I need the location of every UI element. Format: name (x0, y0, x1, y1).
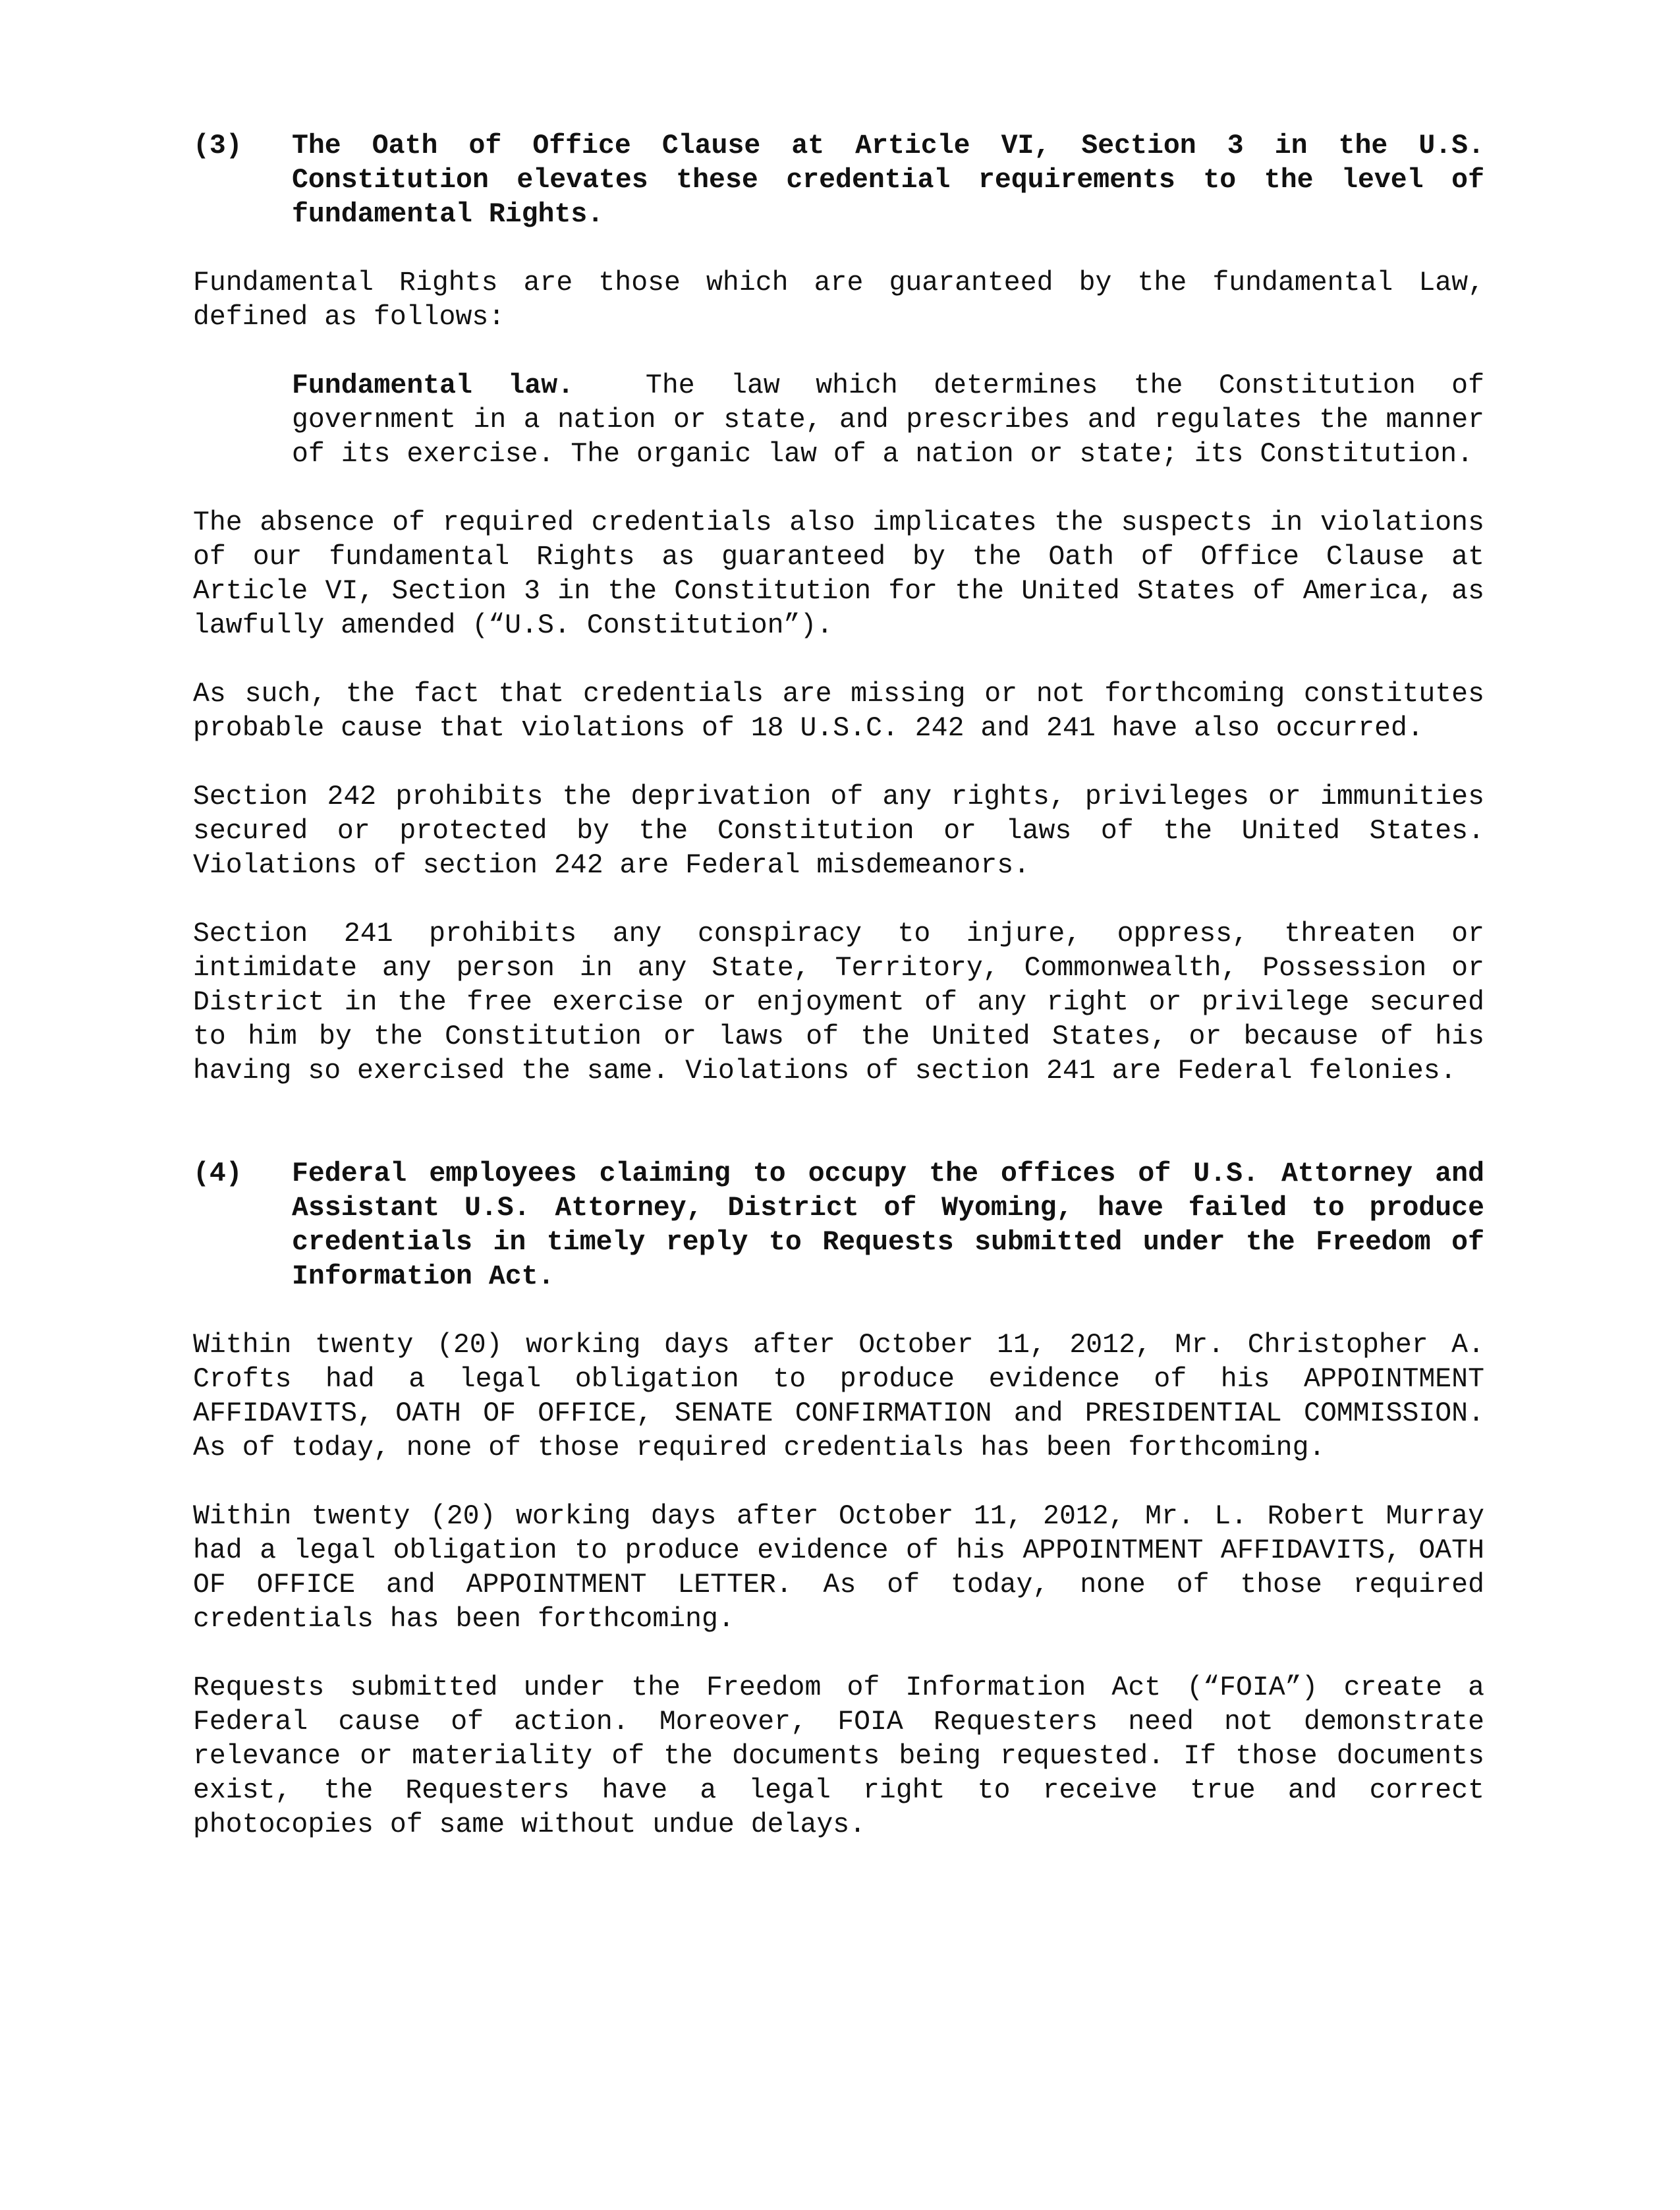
section-number: (4) (193, 1158, 242, 1189)
document-page (193, 129, 1484, 1842)
paragraph: Fundamental Rights are those which are guaranteed by the fundamental Law, defined as follows: (193, 268, 1484, 333)
section-heading-text: The Oath of Office Clause at Article VI, Section 3 in the U.S. Constitution elevates these credential requirements to the level of fundamental Rights. (292, 130, 1484, 230)
paragraph: The absence of required credentials also implicates the suspects in violations of our fundamental Rights as guaranteed by the Oath of Office Clause at Article VI, Section 3 in the Constitution for the United States of America, as lawfully amended (“U.S. Constitution”). (193, 507, 1484, 641)
definition-text: The law which determines the Constitution of government in a nation or state, and prescribes and regulates the manner of its exercise. The organic law of a nation or state; its Constitution. (292, 370, 1484, 470)
paragraph: As such, the fact that credentials are missing or not forthcoming constitutes probable cause that violations of 18 U.S.C. 242 and 241 have also occurred. (193, 679, 1484, 744)
paragraph: Section 241 prohibits any conspiracy to injure, oppress, threaten or intimidate any person in any State, Territory, Commonwealth, Possession or District in the free exercise or enjoyment of any right or privilege secured to him by the Constitution or laws of the United States, or because of his having so exercised the same. Violations of section 241 are Federal felonies. (193, 919, 1484, 1087)
section-3-heading (193, 129, 1484, 232)
section-4-heading (193, 1157, 1484, 1294)
paragraph: Section 242 prohibits the deprivation of any rights, privileges or immunities secured or protected by the Constitution or laws of the United States. Violations of section 242 are Federal misdemeanors. (193, 781, 1484, 881)
definition-blockquote (292, 369, 1484, 472)
paragraph: Within twenty (20) working days after October 11, 2012, Mr. L. Robert Murray had a legal obligation to produce evidence of his APPOINTMENT AFFIDAVITS, OATH OF OFFICE and APPOINTMENT LETTER. As of today, none of those required credentials has been forthcoming. (193, 1501, 1484, 1635)
paragraph: Within twenty (20) working days after October 11, 2012, Mr. Christopher A. Crofts had a legal obligation to produce evidence of his APPOINTMENT AFFIDAVITS, OATH OF OFFICE, SENATE CONFIRMATION and PRESIDENTIAL COMMISSION. As of today, none of those required credentials has been forthcoming. (193, 1330, 1484, 1463)
paragraph: Requests submitted under the Freedom of Information Act (“FOIA”) create a Federal cause of action. Moreover, FOIA Requesters need not demonstrate relevance or materiality of the documents being requested. If those documents exist, the Requesters have a legal right to receive true and correct photocopies of same without undue delays. (193, 1672, 1484, 1840)
definition-term: Fundamental law. (292, 370, 574, 401)
section-number: (3) (193, 130, 242, 161)
section-heading-text: Federal employees claiming to occupy the offices of U.S. Attorney and Assistant U.S. Attorney, District of Wyoming, have failed to produce credentials in timely reply to Requests submitted under the Freedom of Information Act. (292, 1158, 1484, 1292)
